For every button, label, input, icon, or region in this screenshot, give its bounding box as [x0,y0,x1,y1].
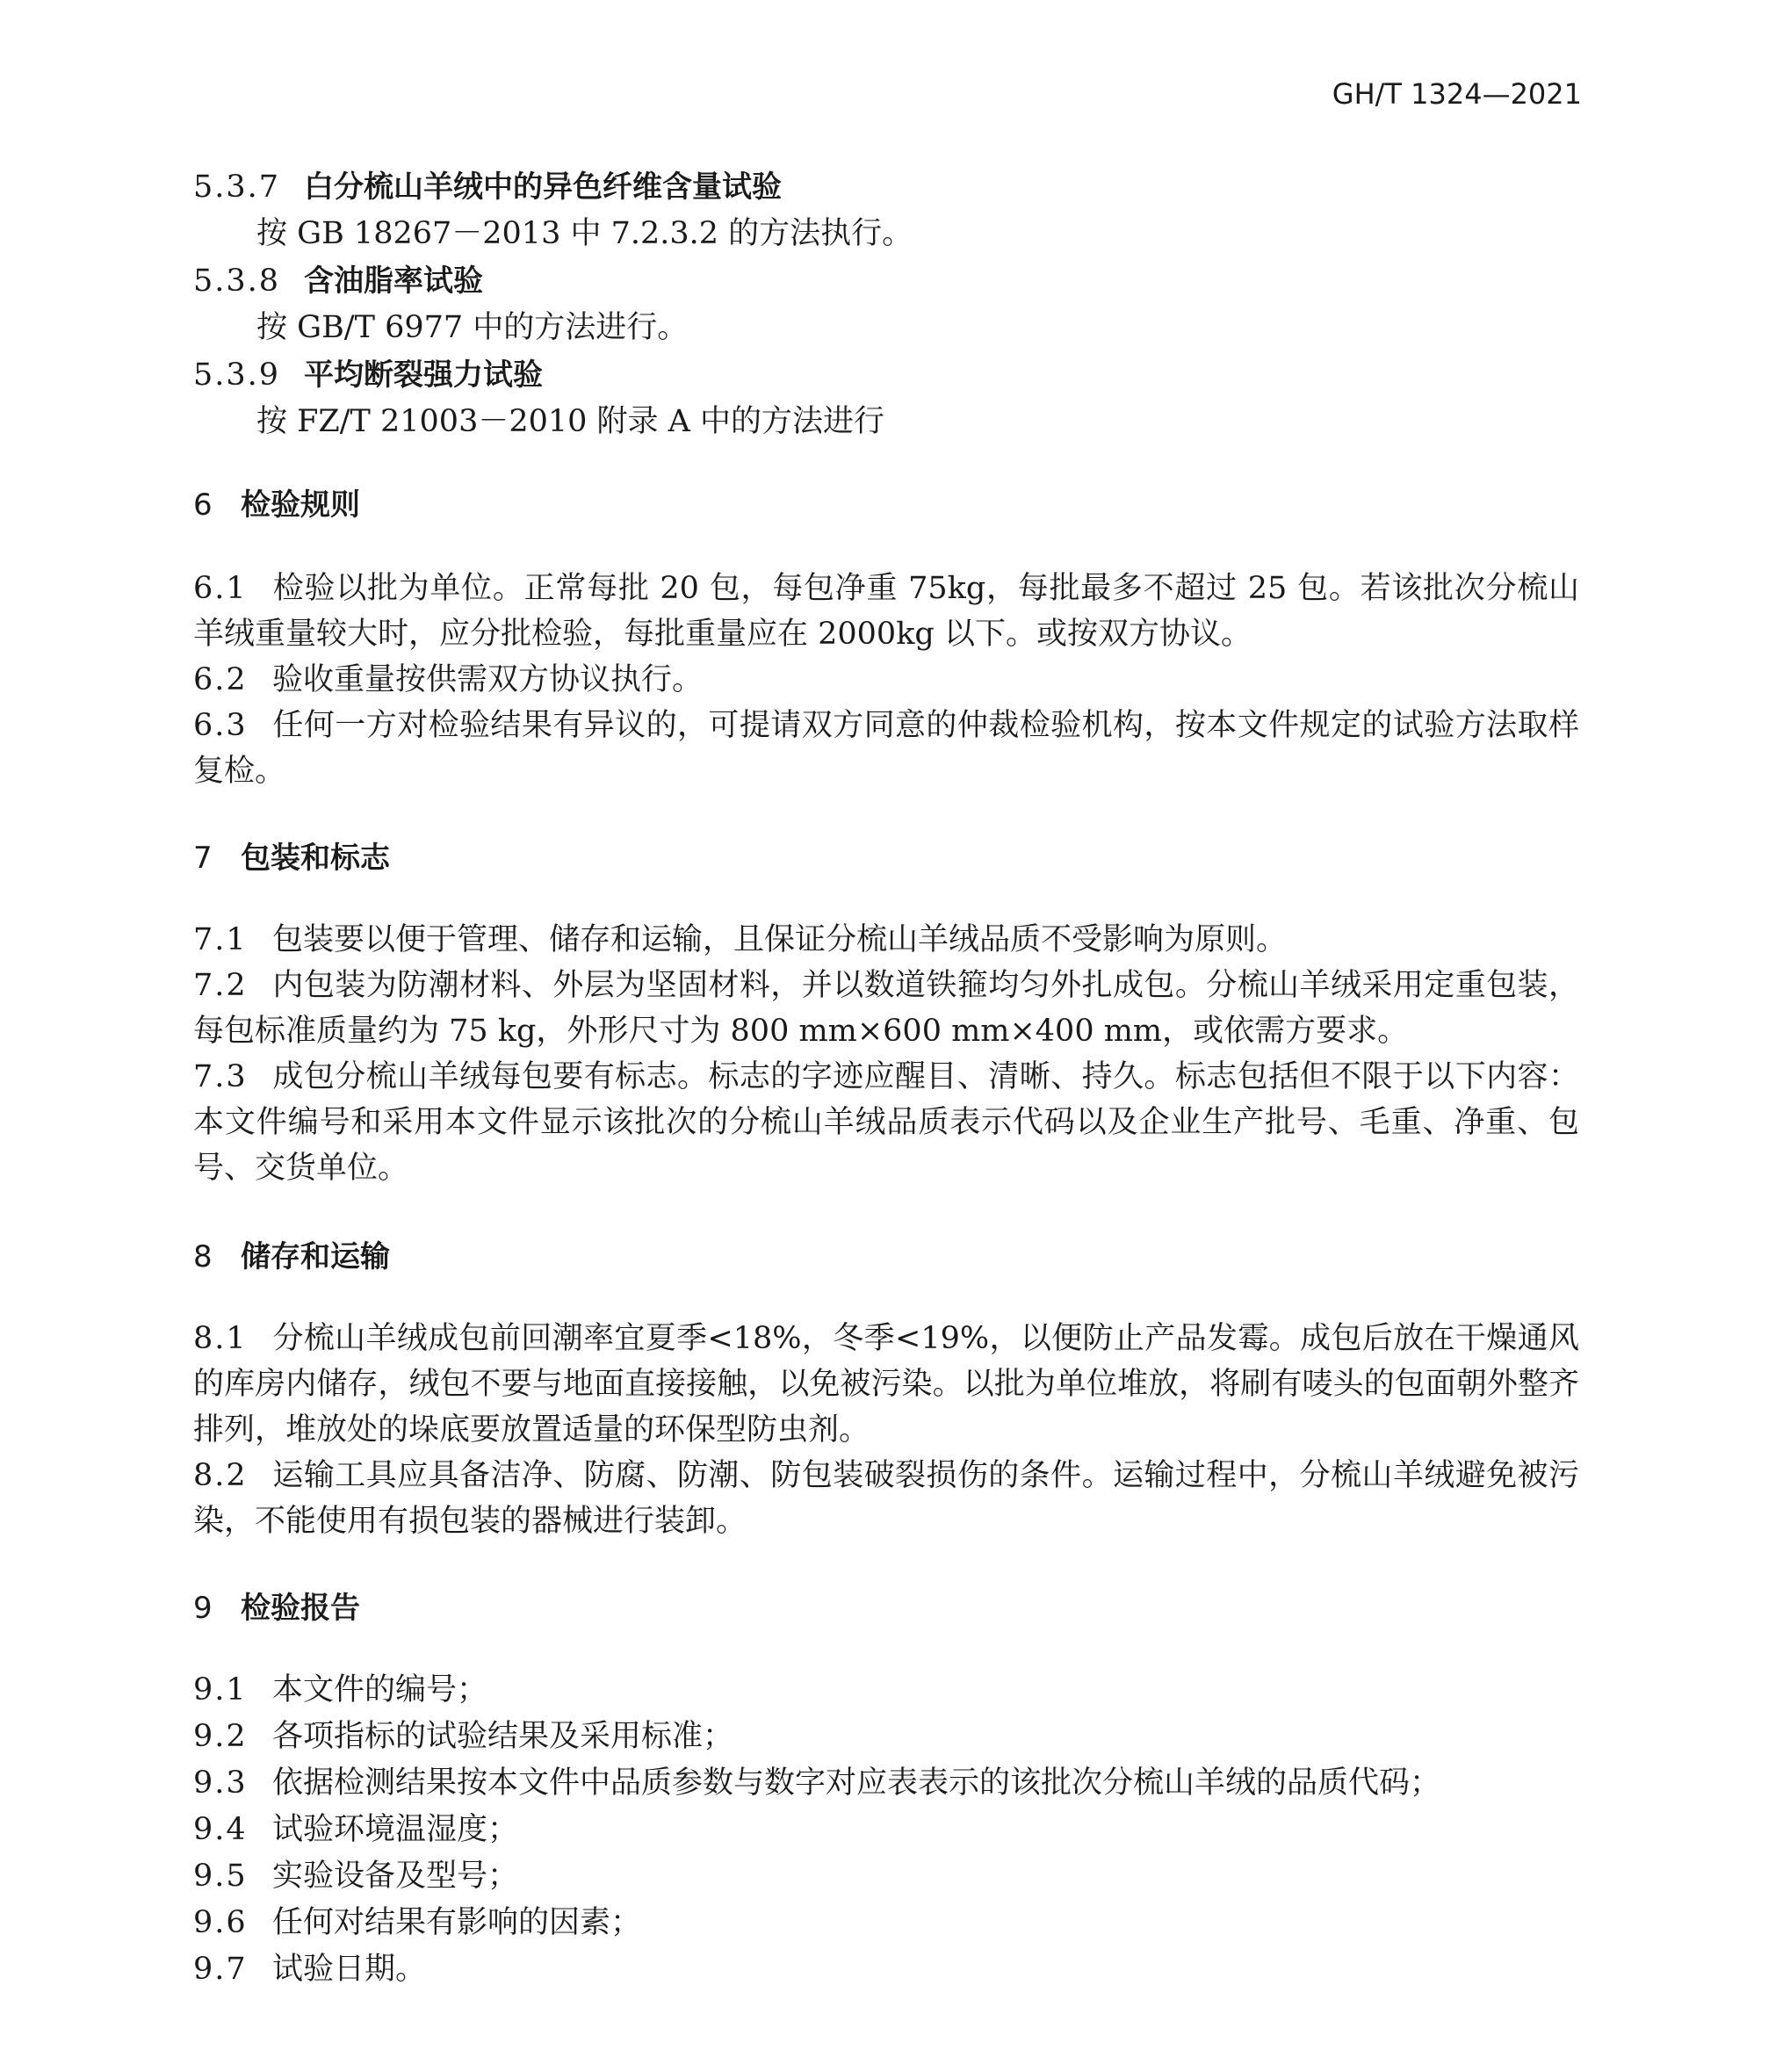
item-number: 9.4 [193,1812,248,1847]
chapter-heading-9 [193,1585,360,1632]
item-text: 各项指标的试验结果及采用标准； [272,1719,734,1754]
clause [193,917,1579,963]
clause [193,963,1579,1054]
report-item [193,1853,1579,1900]
subclause-number: 5.3.8 [193,264,281,299]
clause-number: 6.3 [193,708,248,743]
chapter-title: 检验规则 [241,487,360,523]
item-text: 试验环境温湿度； [272,1812,519,1847]
clause-number: 8.1 [193,1321,248,1356]
item-text: 实验设备及型号； [272,1859,519,1894]
clause [193,703,1579,794]
chapter-title: 储存和运输 [241,1239,390,1274]
subclause-title: 含油脂率试验 [304,264,483,299]
item-number: 9.3 [193,1765,248,1801]
clause-number: 6.1 [193,571,248,606]
chapter-6-clauses [193,566,1579,794]
chapter-number: 8 [193,1239,213,1274]
subclause-heading [193,257,1579,305]
item-text: 本文件的编号； [272,1672,488,1707]
clause-number: 6.2 [193,662,248,697]
report-item [193,1807,1579,1853]
chapter-9-items [193,1667,1579,1993]
clause [193,1054,1579,1191]
subclause-title: 平均断裂强力试验 [304,357,543,393]
standard-code: GH/T 1324—2021 [1332,77,1582,111]
clause-text: 任何一方对检验结果有异议的，可提请双方同意的仲裁检验机构，按本文件规定的试验方法取样复检。 [193,708,1579,789]
item-number: 9.6 [193,1905,248,1940]
item-text: 试验日期。 [272,1952,427,1987]
clause-text: 检验以批为单位。正常每批 20 包，每包净重 75kg，每批最多不超过 25 包。若该批次分梳山羊绒重量较大时，应分批检验，每批重量应在 2000kg 以下。或按双方协议。 [193,571,1579,652]
subclause-heading [193,163,1579,211]
clause-text: 包装要以便于管理、储存和运输，且保证分梳山羊绒品质不受影响为原则。 [272,922,1288,957]
subclause-title: 白分梳山羊绒中的异色纤维含量试验 [304,170,782,205]
subclause-heading [193,351,1579,399]
clause-number: 7.2 [193,968,248,1003]
chapter-heading-8 [193,1233,390,1281]
clause-text: 内包装为防潮材料、外层为坚固材料，并以数道铁箍均匀外扎成包。分梳山羊绒采用定重包装，每包标准质量约为 75 kg，外形尺寸为 800 mm×600 mm×400 mm，或依需方要求。 [193,968,1579,1049]
report-item [193,1667,1579,1714]
clause-text: 验收重量按供需双方协议执行。 [272,662,704,697]
report-item [193,1760,1579,1807]
clause-number: 7.1 [193,922,248,957]
chapter-title: 检验报告 [241,1591,360,1626]
chapter-heading-6 [193,481,360,529]
clause-text: 运输工具应具备洁净、防腐、防潮、防包装破裂损伤的条件。运输过程中，分梳山羊绒避免被污染，不能使用有损包装的器械进行装卸。 [193,1458,1579,1539]
subclause-text: 按 GB 18267－2013 中 7.2.3.2 的方法执行。 [256,216,913,251]
subclause-number: 5.3.7 [193,170,281,205]
chapter-7-clauses [193,917,1579,1191]
chapter-number: 7 [193,841,213,876]
clause [193,1316,1579,1453]
item-text: 依据检测结果按本文件中品质参数与数字对应表表示的该批次分梳山羊绒的品质代码； [272,1765,1441,1801]
clause-text: 成包分梳山羊绒每包要有标志。标志的字迹应醒目、清晰、持久。标志包括但不限于以下内容：本文件编号和采用本文件显示该批次的分梳山羊绒品质表示代码以及企业生产批号、毛重、净重、包号、交货单位。 [193,1059,1579,1186]
clause [193,566,1579,657]
section-5-3 [193,163,1579,445]
chapter-number: 9 [193,1591,213,1626]
item-number: 9.2 [193,1719,248,1754]
chapter-8-clauses [193,1316,1579,1544]
clause-text: 分梳山羊绒成包前回潮率宜夏季<18%，冬季<19%，以便防止产品发霉。成包后放在干燥通风的库房内储存，绒包不要与地面直接接触，以免被污染。以批为单位堆放，将刷有唛头的包面朝外整齐排列，堆放处的垛底要放置适量的环保型防虫剂。 [193,1321,1579,1448]
item-number: 9.5 [193,1859,248,1894]
clause-number: 8.2 [193,1458,248,1493]
item-number: 9.7 [193,1952,248,1987]
clause [193,657,1579,703]
clause-number: 7.3 [193,1059,248,1094]
clause [193,1453,1579,1544]
report-item [193,1900,1579,1946]
chapter-heading-7 [193,834,390,882]
report-item [193,1946,1579,1993]
report-item [193,1714,1579,1760]
item-number: 9.1 [193,1672,248,1707]
chapter-title: 包装和标志 [241,841,390,876]
subclause-number: 5.3.9 [193,357,281,393]
subclause-text: 按 FZ/T 21003－2010 附录 A 中的方法进行 [256,404,885,439]
chapter-number: 6 [193,487,213,523]
subclause-text: 按 GB/T 6977 中的方法进行。 [256,310,689,345]
item-text: 任何对结果有影响的因素； [272,1905,642,1940]
